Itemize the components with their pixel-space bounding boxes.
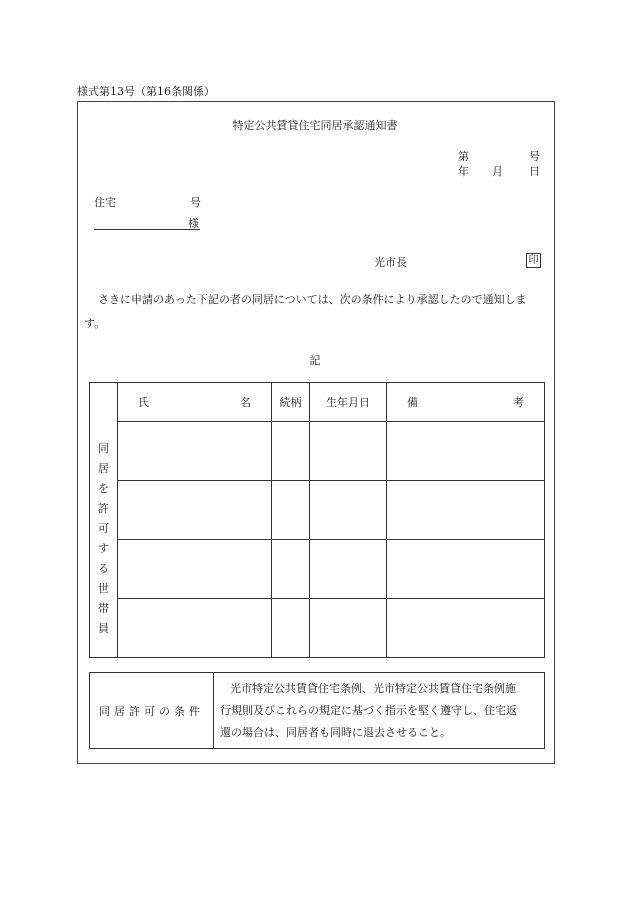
conditions-label: 同居許可の条件 bbox=[90, 673, 214, 749]
header-name-right: 名 bbox=[240, 396, 251, 409]
side-char: 居 bbox=[98, 462, 109, 476]
header-name-left: 氏 bbox=[138, 396, 149, 409]
cell-remarks bbox=[387, 599, 545, 658]
cell-remarks bbox=[387, 540, 545, 599]
side-char: を bbox=[98, 482, 109, 496]
body-text-line-2: す。 bbox=[84, 317, 106, 330]
header-relation: 続柄 bbox=[272, 383, 310, 422]
recipient-name-line bbox=[94, 229, 200, 230]
header-remarks-right: 考 bbox=[513, 396, 524, 409]
seal-mark: 印 bbox=[526, 253, 541, 268]
cell-relation bbox=[272, 422, 310, 481]
cell-name bbox=[118, 481, 272, 540]
side-char: 許 bbox=[98, 502, 109, 516]
side-char: 員 bbox=[98, 622, 109, 636]
side-char: る bbox=[98, 562, 109, 576]
household-row bbox=[90, 481, 545, 540]
number-suffix: 号 bbox=[529, 150, 540, 163]
conditions-line-2: 行規則及びこれらの規定に基づく指示を堅く遵守し、住宅返 bbox=[220, 703, 517, 717]
household-row bbox=[90, 540, 545, 599]
household-row bbox=[90, 422, 545, 481]
cell-name bbox=[118, 422, 272, 481]
ki-heading: 記 bbox=[309, 354, 321, 367]
cell-birthdate bbox=[310, 422, 387, 481]
cell-relation bbox=[272, 481, 310, 540]
date-year: 年 bbox=[458, 165, 469, 178]
conditions-text bbox=[214, 673, 545, 749]
cell-name bbox=[118, 540, 272, 599]
conditions-line-1: 光市特定公共賃貸住宅条例、光市特定公共賃貸住宅条例施 bbox=[230, 681, 516, 695]
header-remarks-left: 備 bbox=[407, 396, 418, 409]
conditions-line-3: 還の場合は、同居者も同時に退去させること。 bbox=[220, 725, 451, 739]
side-char: 可 bbox=[98, 522, 109, 536]
conditions-table bbox=[89, 672, 545, 749]
cell-relation bbox=[272, 540, 310, 599]
document-title: 特定公共賃貸住宅同居承認通知書 bbox=[232, 119, 398, 132]
form-number-label: 様式第13号（第16条関係） bbox=[77, 85, 215, 98]
issuer-name: 光市長 bbox=[374, 256, 407, 269]
cell-remarks bbox=[387, 422, 545, 481]
cell-birthdate bbox=[310, 481, 387, 540]
side-char: 帯 bbox=[98, 602, 109, 616]
side-header-blank bbox=[90, 383, 118, 422]
side-char: 同 bbox=[98, 442, 109, 456]
cell-birthdate bbox=[310, 540, 387, 599]
recipient-honorific: 様 bbox=[188, 217, 199, 230]
cell-birthdate bbox=[310, 599, 387, 658]
recipient-address-label: 住宅 bbox=[94, 196, 116, 209]
cell-remarks bbox=[387, 481, 545, 540]
side-label bbox=[90, 422, 118, 658]
side-char: 世 bbox=[98, 582, 109, 596]
cell-name bbox=[118, 599, 272, 658]
household-table bbox=[89, 382, 545, 658]
date-day: 日 bbox=[529, 165, 540, 178]
header-birthdate: 生年月日 bbox=[310, 383, 387, 422]
recipient-address-number: 号 bbox=[190, 196, 201, 209]
header-name bbox=[118, 383, 272, 422]
date-month: 月 bbox=[492, 165, 503, 178]
household-row bbox=[90, 599, 545, 658]
body-text-line-1: さきに申請のあった下記の者の同居については、次の条件により承認したので通知しま bbox=[98, 293, 527, 306]
cell-relation bbox=[272, 599, 310, 658]
side-char: す bbox=[98, 542, 109, 556]
number-prefix: 第 bbox=[458, 150, 469, 163]
header-remarks bbox=[387, 383, 545, 422]
